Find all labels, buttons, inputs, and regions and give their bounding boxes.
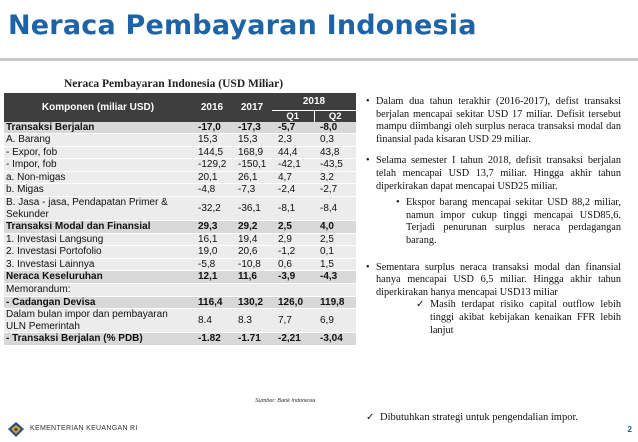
row-value: 11,6 <box>232 271 272 284</box>
row-value: -8,0 <box>314 122 356 134</box>
bullet-item <box>366 96 621 146</box>
header-q1: Q1 <box>272 110 314 122</box>
row-value <box>232 284 272 297</box>
row-value: -36,1 <box>232 197 272 221</box>
sub-bullet-text: Ekspor barang mencapai sekitar USD 88,2 miliar, namun impor cukup tinggi mencapai USD85,6. Terjadi penurunan surplus neraca perdagangan barang. <box>406 197 621 246</box>
row-label: Neraca Keseluruhan <box>4 271 192 284</box>
row-value: 19,4 <box>232 233 272 246</box>
row-value: -5,8 <box>192 258 232 271</box>
row-label: A. Barang <box>4 134 192 147</box>
bullet-list <box>366 96 621 337</box>
balance-of-payments-table <box>4 93 356 346</box>
row-value: 144,5 <box>192 146 232 159</box>
row-label: 2. Investasi Portofolio <box>4 246 192 259</box>
table-row <box>4 271 356 284</box>
row-value: -7,3 <box>232 184 272 197</box>
bop-table <box>4 93 356 346</box>
table-row <box>4 246 356 259</box>
row-value: 19,0 <box>192 246 232 259</box>
row-value: -1.71 <box>232 333 272 346</box>
header-2016: 2016 <box>192 93 232 122</box>
table-row <box>4 146 356 159</box>
row-value: -8,4 <box>314 197 356 221</box>
table-row <box>4 221 356 234</box>
row-value: 2,5 <box>272 221 314 234</box>
row-value: 44,4 <box>272 146 314 159</box>
table-row <box>4 284 356 297</box>
footer-organization: KEMENTERIAN KEUANGAN RI <box>30 425 138 432</box>
row-value: 1,5 <box>314 258 356 271</box>
checkmark-icon: ✓ <box>366 412 375 423</box>
header-2018: 2018 <box>272 93 356 110</box>
row-value: -1,2 <box>272 246 314 259</box>
row-label: - Cadangan Devisa <box>4 296 192 309</box>
page-number: 2 <box>627 425 632 434</box>
sub-bullet-item <box>396 197 621 247</box>
bullet-text: Dalam dua tahun terakhir (2016-2017), defist transaksi berjalan mencapai sekitar USD 17 miliar. Defisit tersebut mampu diimbangi oleh surplus neraca transaksi modal dan finansial pada kisaran USD 29 miliar. <box>376 96 621 145</box>
row-value: 0,6 <box>272 258 314 271</box>
header-q2: Q2 <box>314 110 356 122</box>
row-value: 0,1 <box>314 246 356 259</box>
row-value: 20,1 <box>192 171 232 184</box>
bullet-dot-icon: • <box>366 96 370 107</box>
row-value: 29,2 <box>232 221 272 234</box>
row-label: Transaksi Berjalan <box>4 122 192 134</box>
row-value: 3,2 <box>314 171 356 184</box>
final-check-bullet <box>366 412 578 423</box>
header-2017: 2017 <box>232 93 272 122</box>
table-row <box>4 333 356 346</box>
row-value: 6,9 <box>314 309 356 333</box>
table-row <box>4 296 356 309</box>
row-value: -4,8 <box>192 184 232 197</box>
table-row <box>4 258 356 271</box>
row-value: 4,7 <box>272 171 314 184</box>
row-value: 119,8 <box>314 296 356 309</box>
table-row <box>4 309 356 333</box>
row-label: Memorandum: <box>4 284 192 297</box>
row-value: 43,8 <box>314 146 356 159</box>
row-value: -8,1 <box>272 197 314 221</box>
bullet-dot-icon: • <box>396 197 400 209</box>
row-value: 8.4 <box>192 309 232 333</box>
bullet-text: Selama semester I tahun 2018, defisit transaksi berjalan telah mencapai USD 13,7 miliar. Hingga akhir tahun diperkirakan dapat mencapai USD25 miliar. <box>376 155 621 192</box>
table-source: Sumber: Bank Indonesia <box>255 398 316 404</box>
row-value: -4,3 <box>314 271 356 284</box>
row-value: 15,3 <box>232 134 272 147</box>
checkmark-icon: ✓ <box>416 299 425 311</box>
row-value: -2,21 <box>272 333 314 346</box>
row-value: -3,04 <box>314 333 356 346</box>
row-value: -17,3 <box>232 122 272 134</box>
row-value: -32,2 <box>192 197 232 221</box>
row-value: -42,1 <box>272 159 314 172</box>
row-label: - Expor, fob <box>4 146 192 159</box>
row-label: 3. Investasi Lainnya <box>4 258 192 271</box>
row-value: -1.82 <box>192 333 232 346</box>
check-bullet-item <box>416 299 621 337</box>
row-value: 26,1 <box>232 171 272 184</box>
row-label: Transaksi Modal dan Finansial <box>4 221 192 234</box>
row-value: 168,9 <box>232 146 272 159</box>
check-bullet-text: Masih terdapat risiko capital outflow lebih tinggi akibat kebijakan kenaikan FFR lebih lanjut <box>430 299 621 336</box>
row-value: 16,1 <box>192 233 232 246</box>
row-value <box>192 284 232 297</box>
row-value: -17,0 <box>192 122 232 134</box>
row-value: -2,7 <box>314 184 356 197</box>
row-value: -43,5 <box>314 159 356 172</box>
header-component: Komponen (miliar USD) <box>4 93 192 122</box>
table-caption: Neraca Pembayaran Indonesia (USD Miliar) <box>64 78 284 90</box>
bullet-dot-icon: • <box>366 261 370 273</box>
row-value: -2,4 <box>272 184 314 197</box>
final-bullet-text: Dibutuhkan strategi untuk pengendalian impor. <box>380 412 579 423</box>
row-label: 1. Investasi Langsung <box>4 233 192 246</box>
row-value: 29,3 <box>192 221 232 234</box>
row-value: -3,9 <box>272 271 314 284</box>
row-value: 4,0 <box>314 221 356 234</box>
row-value: 0,3 <box>314 134 356 147</box>
row-value: -129,2 <box>192 159 232 172</box>
row-label: Dalam bulan impor dan pembayaran ULN Pemerintah <box>4 309 192 333</box>
table-body <box>4 122 356 346</box>
row-label: - Transaksi Berjalan (% PDB) <box>4 333 192 346</box>
row-value <box>272 284 314 297</box>
table-row <box>4 122 356 134</box>
row-label: - Impor, fob <box>4 159 192 172</box>
bullet-text: Sementara surplus neraca transaksi modal dan finansial hanya mencapai USD 6,5 miliar. Hingga akhir tahun diperkirakan hanya mencapai USD13 miliar <box>376 261 621 298</box>
row-value: 15,3 <box>192 134 232 147</box>
row-value: 20,6 <box>232 246 272 259</box>
ministry-logo-icon <box>6 421 26 438</box>
row-value: 116,4 <box>192 296 232 309</box>
row-label: B. Jasa - jasa, Pendapatan Primer & Sekunder <box>4 197 192 221</box>
table-row <box>4 233 356 246</box>
row-value: -10,8 <box>232 258 272 271</box>
row-value: 2,3 <box>272 134 314 147</box>
row-value: -150,1 <box>232 159 272 172</box>
table-row <box>4 134 356 147</box>
row-value: 130,2 <box>232 296 272 309</box>
row-value <box>314 284 356 297</box>
bullet-item <box>366 155 621 193</box>
row-value: 2,5 <box>314 233 356 246</box>
row-value: 7,7 <box>272 309 314 333</box>
table-row <box>4 171 356 184</box>
title-divider <box>0 58 638 61</box>
row-value: -5,7 <box>272 122 314 134</box>
page-title: Neraca Pembayaran Indonesia <box>8 10 477 41</box>
row-label: a. Non-migas <box>4 171 192 184</box>
row-value: 8.3 <box>232 309 272 333</box>
bullet-item <box>366 262 621 300</box>
table-row <box>4 197 356 221</box>
bullet-dot-icon: • <box>366 155 370 167</box>
row-value: 12,1 <box>192 271 232 284</box>
row-value: 126,0 <box>272 296 314 309</box>
table-row <box>4 184 356 197</box>
table-row <box>4 159 356 172</box>
row-value: 2,9 <box>272 233 314 246</box>
row-label: b. Migas <box>4 184 192 197</box>
